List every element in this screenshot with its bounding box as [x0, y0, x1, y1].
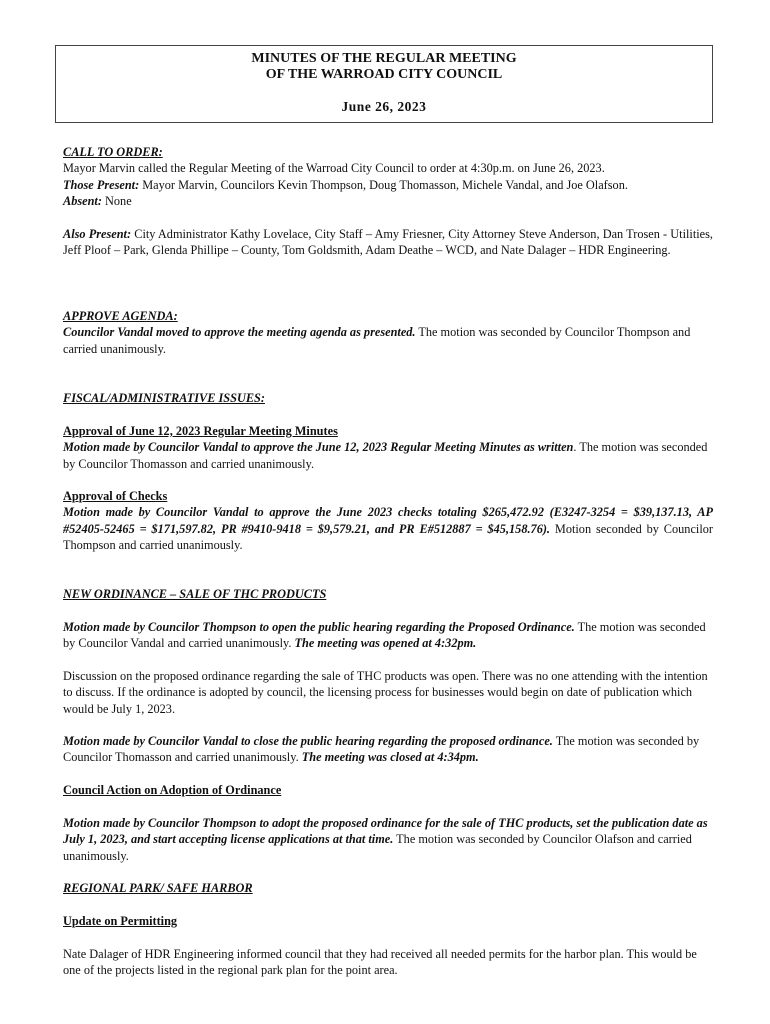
call-to-order-text: Mayor Marvin called the Regular Meeting of the Warroad City Council to order at 4:30p.m. on June 26, 2023.	[63, 161, 605, 176]
present-text: Mayor Marvin, Councilors Kevin Thompson, Doug Thomasson, Michele Vandal, and Joe Olafson.	[139, 177, 628, 192]
also-present-label: Also Present:	[63, 227, 132, 241]
approve-agenda-heading: APPROVE AGENDA:	[63, 309, 178, 323]
park-heading-block	[63, 880, 713, 896]
also-present-text: City Administrator Kathy Lovelace, City Staff – Amy Friesner, City Attorney Steve Anderson, Dan Trosen - Utilities, Jeff Ploof – Park, Glenda Phillipe – County, Tom Goldsmith, Adam Deathe – WCD, and Nate Dalager – HDR Engineering.	[63, 227, 713, 258]
close-hearing	[63, 733, 713, 766]
ordinance-discussion	[63, 668, 713, 717]
minutes-motion: Motion made by Councilor Vandal to approve the June 12, 2023 Regular Meeting Minutes as written	[63, 440, 574, 455]
document-header	[55, 45, 713, 123]
present-label: Those Present:	[63, 177, 140, 192]
agenda-motion: Councilor Vandal moved to approve the meeting agenda as presented.	[63, 325, 416, 340]
call-to-order-section	[63, 144, 713, 209]
open-hearing	[63, 619, 713, 652]
permitting-heading: Update on Permitting	[63, 914, 178, 928]
checks-approval	[63, 488, 713, 553]
permitting-text: Nate Dalager of HDR Engineering informed council that they had received all needed permits for the harbor plan. This would be one of the projects listed in the regional park plan for the point area.	[63, 947, 697, 978]
discussion-text: Discussion on the proposed ordinance regarding the sale of THC products was open. There was no one attending with the intention to discuss. If the ordinance is adopted by council, the licensing process for businesses would begin on date of publication which would be July 1, 2023.	[63, 669, 708, 716]
park-heading: REGIONAL PARK/ SAFE HARBOR	[63, 881, 253, 895]
close-text: The motion was seconded by Councilor Thomasson and carried unanimously.	[63, 734, 700, 765]
permitting-heading-block	[63, 913, 713, 929]
absent-label: Absent:	[63, 193, 102, 208]
adoption-text: The motion was seconded by Councilor Olafson and carried unanimously.	[63, 832, 692, 863]
agenda-text: The motion was seconded by Councilor Thompson and carried unanimously.	[63, 325, 691, 356]
minutes-text: . The motion was seconded by Councilor Thomasson and carried unanimously.	[63, 440, 708, 471]
checks-text: Motion seconded by Councilor Thompson and carried unanimously.	[63, 521, 713, 552]
absent-text: None	[101, 193, 132, 208]
absent	[63, 193, 713, 209]
adoption-motion: Motion made by Councilor Thompson to adopt the proposed ordinance for the sale of THC products, set the publication date as July 1, 2023, and start accepting license applications at that time.	[63, 816, 708, 847]
also-present	[63, 226, 713, 259]
minutes-approval	[63, 423, 713, 472]
adoption-heading-block	[63, 782, 713, 798]
open-motion: Motion made by Councilor Thompson to open the public hearing regarding the Proposed Ordinance.	[63, 620, 575, 634]
adoption-motion-block	[63, 815, 713, 864]
those-present	[63, 177, 713, 193]
ordinance-heading: NEW ORDINANCE – SALE OF THC PRODUCTS	[63, 587, 327, 601]
checks-heading: Approval of Checks	[63, 489, 168, 503]
minutes-heading: Approval of June 12, 2023 Regular Meeting Minutes	[63, 424, 338, 438]
close-motion: Motion made by Councilor Vandal to close the public hearing regarding the proposed ordinance.	[63, 734, 553, 748]
title-line-2: OF THE WARROAD CITY COUNCIL	[265, 67, 503, 82]
fiscal-heading-block	[63, 390, 713, 406]
approve-agenda-section	[63, 308, 713, 357]
meeting-date: June 26, 2023	[341, 99, 427, 114]
adoption-heading: Council Action on Adoption of Ordinance	[63, 783, 282, 797]
open-result: The meeting was opened at 4:32pm.	[291, 636, 477, 651]
ordinance-heading-block	[63, 586, 713, 602]
title-line-1: MINUTES OF THE REGULAR MEETING	[251, 51, 517, 66]
fiscal-heading: FISCAL/ADMINISTRATIVE ISSUES:	[63, 391, 265, 405]
open-text: The motion was seconded by Councilor Vandal and carried unanimously.	[63, 620, 706, 651]
permitting-text-block	[63, 946, 713, 979]
checks-motion: Motion made by Councilor Vandal to approve the June 2023 checks totaling $265,472.92 (E3247-3254 = $39,137.13, AP #52405-52465 = $171,597.82, PR #9410-9418 = $9,579.21, and PR E#512887 = $45,158.76).	[63, 505, 713, 536]
call-to-order-heading: CALL TO ORDER:	[63, 145, 163, 159]
close-result: The meeting was closed at 4:34pm.	[298, 750, 479, 765]
